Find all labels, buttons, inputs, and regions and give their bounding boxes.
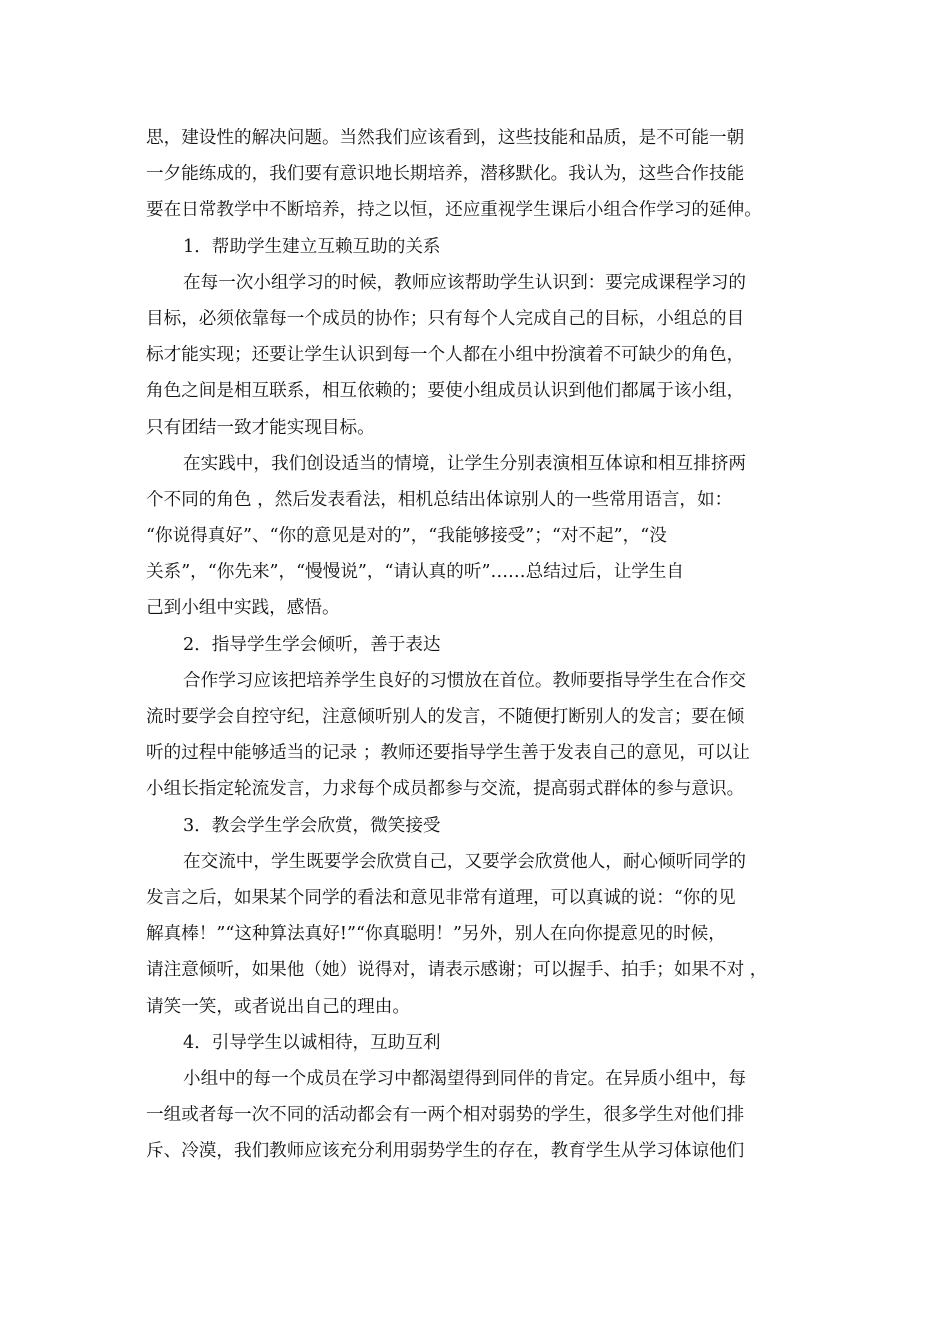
text-line: 3．教会学生学会欣赏，微笑接受: [183, 815, 441, 836]
text-line: 发言之后，如果某个同学的看法和意见非常有道理，可以真诚的说：“你的见: [146, 887, 736, 908]
text-line: 请笑一笑，或者说出自己的理由。: [146, 996, 410, 1017]
text-line: 在每一次小组学习的时候，教师应该帮助学生认识到：要完成课程学习的: [183, 272, 747, 293]
text-line: 4．引导学生以诚相待，互助互利: [183, 1032, 441, 1053]
text-line: 个不同的角色 ，然后发表看法，相机总结出体谅别人的一些常用语言，如：: [146, 489, 733, 510]
text-line: 小组长指定轮流发言，力求每个成员都参与交流，提高弱式群体的参与意识。: [146, 779, 745, 800]
text-line: 关系”，“你先来”，“慢慢说”，“请认真的听”……总结过后，让学生自: [146, 562, 684, 583]
text-line: 只有团结一致才能实现目标。: [146, 417, 375, 438]
text-line: 小组中的每一个成员在学习中都渴望得到同伴的肯定。在异质小组中，每: [183, 1068, 747, 1089]
text-line: 角色之间是相互联系，相互依赖的；要使小组成员认识到他们都属于该小组，: [146, 381, 745, 402]
text-line: “你说得真好”、“你的意见是对的”，“我能够接受”；“对不起”，“没: [146, 526, 667, 547]
text-line: 要在日常教学中不断培养，持之以恒，还应重视学生课后小组合作学习的延伸。: [146, 200, 762, 221]
text-line: 在交流中，学生既要学会欣赏自己，又要学会欣赏他人，耐心倾听同学的: [183, 851, 747, 872]
text-line: 斥、冷漠，我们教师应该充分利用弱势学生的存在，教育学生从学习体谅他们: [146, 1141, 745, 1162]
text-line: 解真棒！”“这种算法真好!”“你真聪明！”另外，别人在向你提意见的时候，: [146, 924, 726, 945]
text-line: 听的过程中能够适当的记录 ；教师还要指导学生善于发表自己的意见，可以让: [146, 743, 750, 764]
text-line: 目标，必须依靠每一个成员的协作；只有每个人完成自己的目标，小组总的目: [146, 308, 745, 329]
text-line: 思，建设性的解决问题。当然我们应该看到，这些技能和品质，是不可能一朝: [146, 128, 745, 148]
text-line: 1．帮助学生建立互赖互助的关系: [183, 236, 441, 257]
text-line: 在实践中，我们创设适当的情境，让学生分别表演相互体谅和相互排挤两: [183, 453, 747, 474]
text-line: 一组或者每一次不同的活动都会有一两个相对弱势的学生，很多学生对他们排: [146, 1105, 745, 1126]
text-line: 2．指导学生学会倾听，善于表达: [183, 634, 441, 655]
text-line: 合作学习应该把培养学生良好的习惯放在首位。教师要指导学生在合作交: [183, 670, 747, 691]
text-line: 己到小组中实践，感悟。: [146, 598, 340, 619]
text-line: 流时要学会自控守纪，注意倾听别人的发言，不随便打断别人的发言；要在倾: [146, 707, 745, 727]
text-line: 一夕能练成的，我们要有意识地长期培养，潜移默化。我认为，这些合作技能: [146, 164, 745, 185]
document-body: [146, 120, 811, 1169]
text-line: 请注意倾听，如果他（她）说得对，请表示感谢；可以握手、拍手；如果不对 ，: [146, 960, 768, 981]
text-line: 标才能实现；还要让学生认识到每一个人都在小组中扮演着不可缺少的角色，: [146, 345, 745, 366]
